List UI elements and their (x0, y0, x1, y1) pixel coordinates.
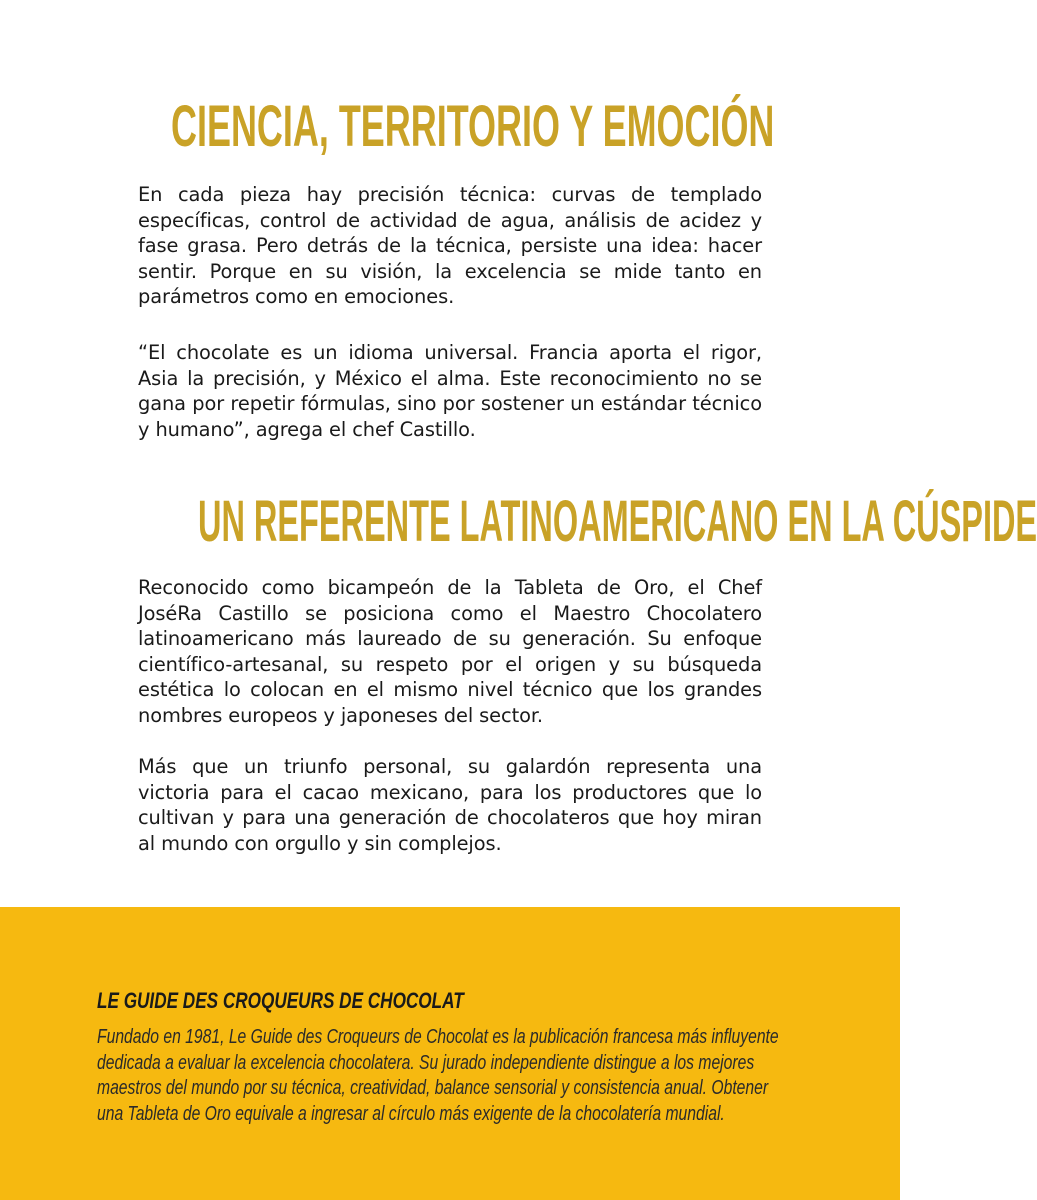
paragraph-precision-tecnica: En cada pieza hay precisión técnica: curvas de templado específicas, control de actividad de agua, análisis de acidez y fase grasa. Pero detrás de la técnica, persiste una idea: hacer sentir. Porque en su visión, la excelencia se mide tanto en parámetros como en emociones. (138, 183, 762, 309)
section-heading-referente: UN REFERENTE LATINOAMERICANO EN LA CÚSPIDE (198, 489, 1037, 554)
footer-line: Fundado en 1981, Le Guide des Croqueurs de Chocolat es la publicación francesa más influyente (97, 1026, 779, 1048)
footer-line: una Tableta de Oro equivale a ingresar al círculo más exigente de la chocolatería mundial. (97, 1103, 725, 1126)
paragraph-quote-castillo: “El chocolate es un idioma universal. Francia aporta el rigor, Asia la precisión, y México el alma. Este reconocimiento no se gana por repetir fórmulas, sino por sostener un estándar técnico y humano”, agrega el chef Castillo. (138, 341, 762, 441)
paragraph-bicampeon: Reconocido como bicampeón de la Tableta de Oro, el Chef JoséRa Castillo se posiciona como el Maestro Chocolatero latinoamericano más laureado de su generación. Su enfoque científico-artesanal, su respeto por el origen y su búsqueda estética lo colocan en el mismo nivel técnico que los grandes nombres europeos y japoneses del sector. (138, 576, 762, 727)
footer-info-box (0, 907, 900, 1200)
footer-line: maestros del mundo por su técnica, creatividad, balance sensorial y consistencia anual. Obtener (97, 1077, 769, 1100)
footer-title: LE GUIDE DES CROQUEURS DE CHOCOLAT (97, 988, 464, 1013)
footer-description (97, 1025, 804, 1128)
section-heading-ciencia: CIENCIA, TERRITORIO Y EMOCIÓN (171, 94, 775, 159)
footer-line: dedicada a evaluar la excelencia chocolatera. Su jurado independiente distingue a los mejores (97, 1051, 755, 1074)
paragraph-triunfo: Más que un triunfo personal, su galardón representa una victoria para el cacao mexicano, para los productores que lo cultivan y para una generación de chocolateros que hoy miran al mundo con orgullo y sin complejos. (138, 755, 762, 855)
